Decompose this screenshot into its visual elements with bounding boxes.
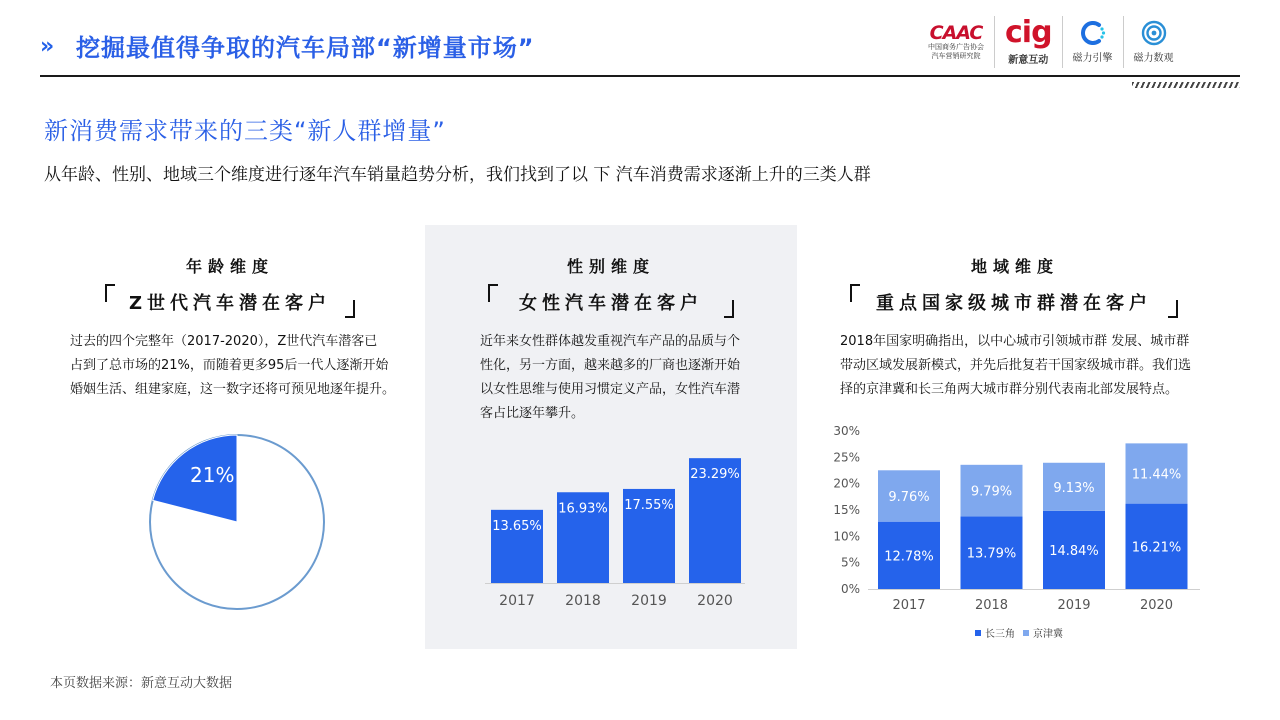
bracket-close: [1168, 300, 1178, 318]
y-tick-label: 0%: [840, 582, 860, 596]
header-stripes: [1132, 82, 1240, 88]
x-tick-label: 2019: [631, 593, 667, 609]
bar-value-label: 9.13%: [1053, 480, 1095, 496]
paragraph-line: 婚姻生活、组建家庭，这一数字还将可预见地逐年提升。: [70, 382, 396, 397]
cig-logo-text: cig: [1005, 15, 1052, 50]
gender-tag-box: [488, 284, 734, 318]
cig-logo: [994, 16, 1062, 68]
header-chevron-icon: »: [40, 34, 51, 59]
x-tick-label: 2017: [892, 598, 926, 613]
region-chart-legend: [975, 625, 1063, 640]
legend-label: 长三角: [985, 629, 1015, 640]
cili-yinqing-logo-text: 磁力引擎: [1072, 53, 1113, 64]
region-dimension-heading: 地域维度: [970, 257, 1059, 276]
gender-bar-chart: [475, 440, 765, 620]
region-stacked-bar-chart: [830, 420, 1210, 620]
gender-paragraph: [480, 330, 790, 426]
age-tag: Z世代汽车潜在客户: [128, 293, 332, 314]
cig-logo-sub: 新意互动: [1008, 55, 1049, 66]
data-source-note: 本页数据来源：新意互动大数据: [50, 676, 233, 691]
section-description: 从年龄、性别、地域三个维度进行逐年汽车销量趋势分析，我们找到了以 下 汽车消费需求逐渐上升的三类人群: [44, 165, 871, 185]
header-divider: [40, 75, 1240, 77]
bracket-close: [345, 300, 355, 318]
caac-logo-sub1: 中国商务广告协会: [928, 43, 984, 51]
bar-value-label: 14.84%: [1049, 543, 1099, 559]
x-tick-label: 2020: [697, 593, 733, 609]
page-title: 挖掘最值得争取的汽车局部“新增量市场”: [76, 34, 535, 62]
paragraph-line: 2018年国家明确指出，以中心城市引领城市群 发展、城市群: [840, 334, 1190, 349]
paragraph-line: 占到了总市场的21%，而随着更多95后一代人逐渐开始: [70, 358, 389, 373]
bar-value-label: 9.79%: [970, 484, 1013, 500]
bar-value-label: 16.93%: [558, 501, 608, 517]
y-tick-label: 10%: [833, 529, 860, 544]
bar-value-label: 11.44%: [1131, 467, 1182, 483]
legend-swatch-yangtze: [975, 630, 981, 636]
bar-value-label: 17.55%: [624, 497, 674, 513]
cili-shuguan-logo-text: 磁力数观: [1133, 53, 1174, 64]
cili-shuguan-icon: [1141, 20, 1167, 46]
age-dimension-heading: 年龄维度: [185, 257, 274, 276]
cili-yinqing-icon: [1080, 20, 1106, 46]
paragraph-line: 以女性思维与使用习惯定义产品，女性汽车潜: [480, 382, 741, 397]
paragraph-line: 近年来女性群体越发重视汽车产品的品质与个: [480, 334, 741, 349]
cili-shuguan-logo: [1123, 16, 1184, 68]
paragraph-line: 过去的四个完整年（2017-2020），Z世代汽车潜客已: [70, 334, 378, 349]
region-tag: 重点国家级城市群潜在客户: [876, 293, 1152, 314]
legend-swatch-jingjinji: [1023, 630, 1029, 636]
y-tick-label: 5%: [840, 555, 860, 570]
y-tick-label: 25%: [833, 450, 860, 465]
partner-logos: [918, 16, 1184, 68]
x-tick-label: 2017: [499, 593, 535, 609]
paragraph-line: 性化，另一方面，越来越多的厂商也逐渐开始: [480, 358, 741, 373]
x-tick-label: 2018: [974, 598, 1009, 613]
bracket-close: [724, 300, 734, 318]
bar-value-label: 13.79%: [966, 546, 1017, 562]
region-paragraph: [840, 330, 1230, 402]
y-tick-label: 30%: [833, 424, 860, 438]
bar-value-label: 23.29%: [690, 467, 740, 483]
legend-label: 京津冀: [1033, 629, 1063, 640]
age-tag-box: [105, 284, 355, 318]
bar-value-label: 12.78%: [884, 549, 934, 565]
section-title: 新消费需求带来的三类“新人群增量”: [44, 117, 446, 145]
region-tag-box: [850, 284, 1178, 318]
y-tick-label: 20%: [833, 476, 860, 491]
bar-value-label: 9.76%: [888, 489, 930, 505]
pie-slice-label: 21%: [190, 463, 235, 487]
caac-logo: [918, 16, 994, 68]
caac-logo-text: CAAC: [929, 22, 983, 44]
cili-yinqing-logo: [1062, 16, 1123, 68]
x-tick-label: 2019: [1057, 598, 1091, 613]
x-tick-label: 2020: [1139, 598, 1174, 613]
bar-value-label: 16.21%: [1131, 540, 1182, 556]
paragraph-line: 带动区域发展新模式，并先后批复若干国家级城市群。我们选: [840, 358, 1192, 373]
paragraph-line: 客占比逐年攀升。: [480, 406, 585, 421]
y-tick-label: 15%: [833, 503, 860, 517]
age-paragraph: [70, 330, 415, 402]
gender-tag: 女性汽车潜在客户: [519, 293, 703, 314]
age-pie-chart: [140, 425, 340, 625]
x-tick-label: 2018: [565, 593, 601, 609]
caac-logo-sub2: 汽车营销研究院: [931, 52, 981, 60]
gender-dimension-heading: 性别维度: [566, 257, 655, 276]
paragraph-line: 择的京津冀和长三角两大城市群分别代表南北部发展特点。: [840, 382, 1179, 397]
bar-value-label: 13.65%: [492, 518, 542, 534]
